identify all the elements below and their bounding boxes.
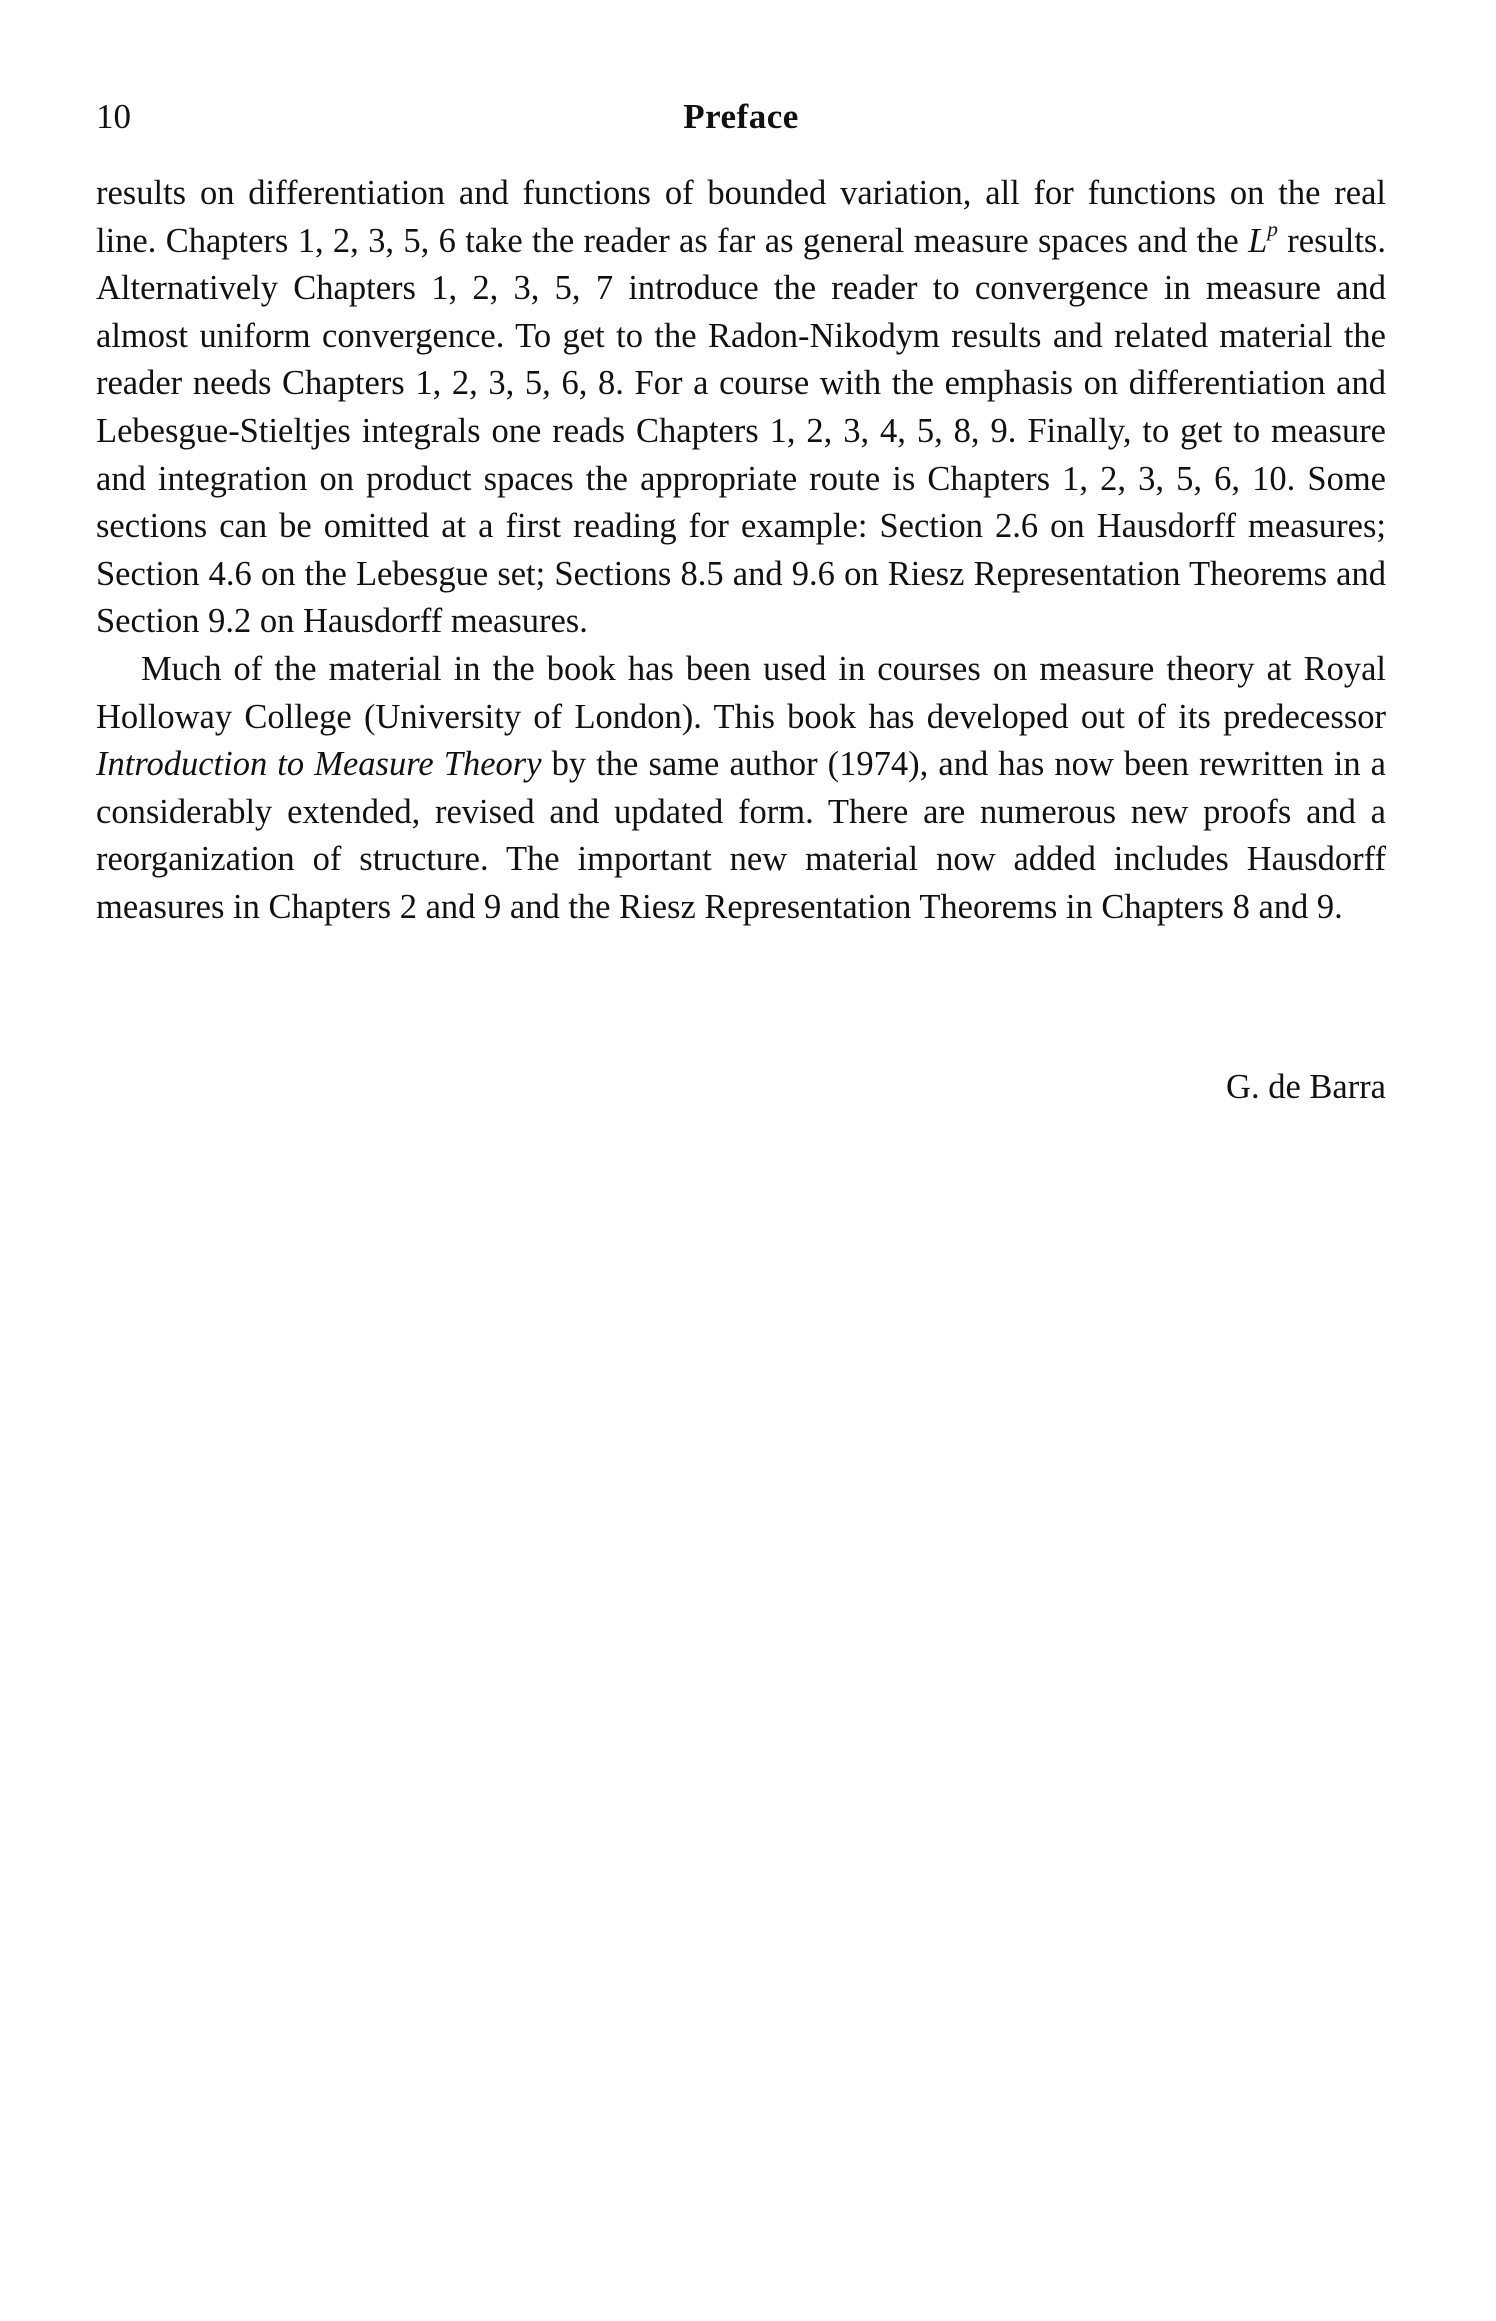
lp-symbol-exponent [1267, 217, 1278, 241]
paragraph-2-text-b: by the same author (1974), and has now been rewritten in a considerably extended, revised and updated form. There are numerous new proofs and a reorganization of structure. The important new material now added includes Hausdorff measures in Chapters 2 and 9 and the Riesz Representation Theorems in Chapters 8 and 9. [96, 745, 1386, 926]
paragraph-1-text-b: results. Alternatively Chapters 1, 2, 3, 5, 7 introduce the reader to convergence in measure and almost uniform convergence. To get to the Radon-Nikodym results and related material the reader needs Chapters 1, 2, 3, 5, 6, 8. For a course with the emphasis on differentiation and Lebesgue-Stieltjes integrals one reads Chapters 1, 2, 3, 4, 5, 8, 9. Finally, to get to measure and integration on product spaces the appropriate route is Chapters 1, 2, 3, 5, 6, 10. Some sections can be omitted at a first reading for example: Section 2.6 on Hausdorff measures; Section 4.6 on the Lebesgue set; Sections 8.5 and 9.6 on Riesz Representation Theorems and Section 9.2 on Hausdorff measures. [96, 221, 1386, 641]
author-signature: G. de Barra [1226, 1068, 1386, 1106]
lp-symbol-base: L [1248, 221, 1268, 260]
paragraph-1-text-a: results on differentiation and functions of bounded variation, all for functions on the real line. Chapters 1, 2, 3, 5, 6 take the reader as far as general measure spaces and the [96, 174, 1386, 260]
page-number: 10 [96, 97, 131, 136]
paragraph-2 [96, 646, 1386, 932]
page-header [96, 92, 1386, 142]
paragraph-1 [96, 170, 1386, 646]
running-title: Preface [683, 97, 799, 136]
book-title: Introduction to Measure Theory [96, 745, 542, 784]
paragraph-2-text-a: Much of the material in the book has been used in courses on measure theory at Royal Holloway College (University of London). This book has developed out of its predecessor [96, 649, 1386, 736]
preface-body [96, 170, 1386, 932]
lp-exponent-text: p [1267, 216, 1278, 241]
